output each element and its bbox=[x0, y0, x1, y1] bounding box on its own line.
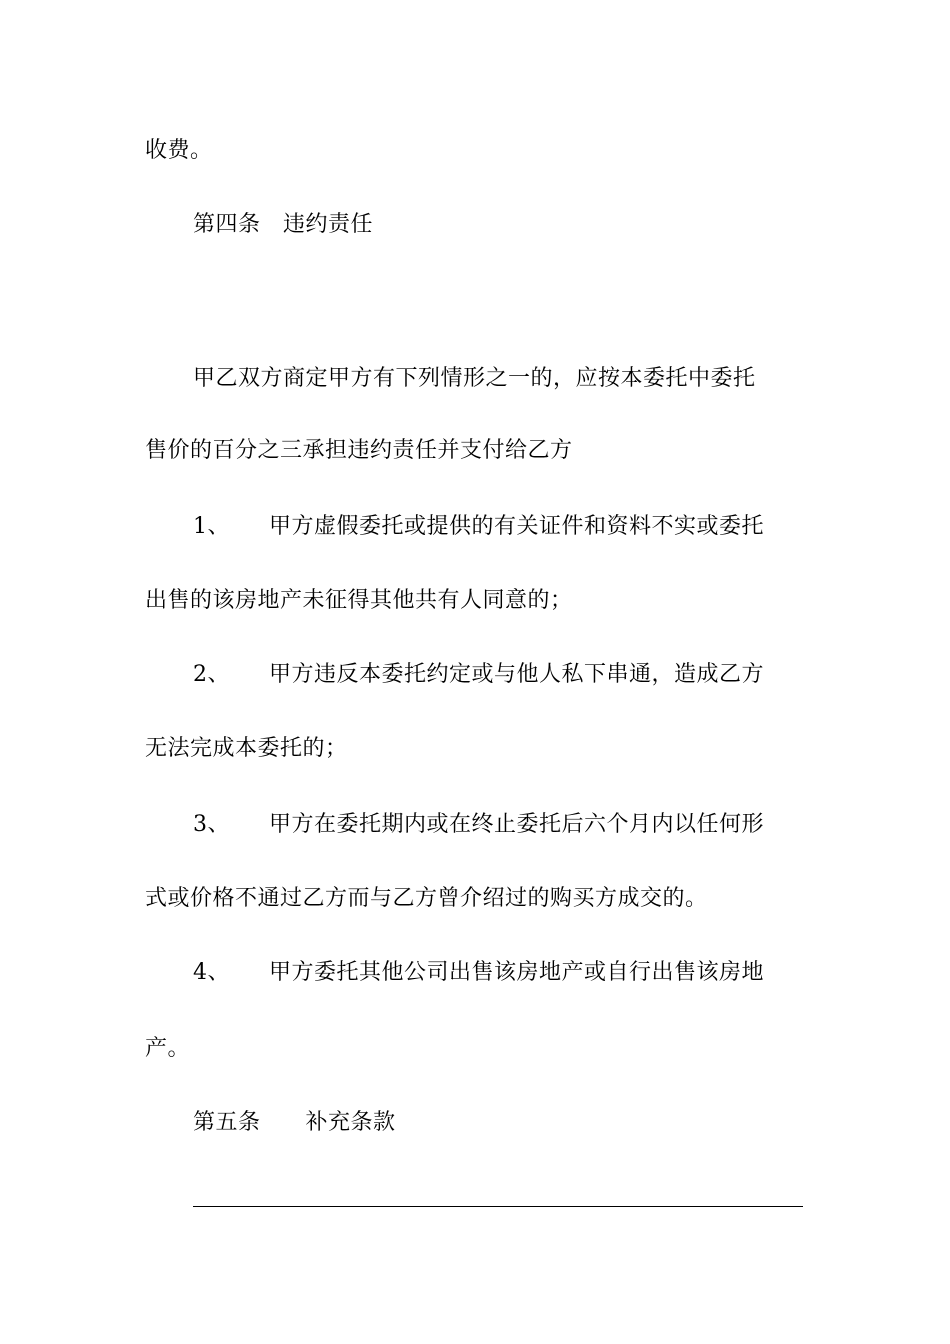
paragraph-line: 收费。 bbox=[145, 138, 213, 163]
item-number: 4、 bbox=[193, 960, 230, 985]
item-number: 2、 bbox=[193, 662, 230, 687]
paragraph-line: 售价的百分之三承担违约责任并支付给乙方 bbox=[145, 438, 573, 463]
paragraph-line: 无法完成本委托的； bbox=[145, 736, 348, 761]
item-number: 1、 bbox=[193, 514, 230, 539]
list-item-2 bbox=[193, 660, 764, 690]
paragraph-line: 式或价格不通过乙方而与乙方曾介绍过的购买方成交的。 bbox=[145, 886, 708, 911]
fill-in-blank-line bbox=[193, 1206, 803, 1207]
item-number: 3、 bbox=[193, 812, 230, 837]
item-text: 甲方违反本委托约定或与他人私下串通，造成乙方 bbox=[269, 662, 765, 687]
list-item-1 bbox=[193, 512, 764, 542]
paragraph-line: 出售的该房地产未征得其他共有人同意的； bbox=[145, 588, 573, 613]
list-item-4 bbox=[193, 958, 764, 988]
paragraph-line: 甲乙双方商定甲方有下列情形之一的，应按本委托中委托 bbox=[193, 366, 756, 391]
item-text: 甲方在委托期内或在终止委托后六个月内以任何形 bbox=[269, 812, 765, 837]
article-4-heading: 第四条 违约责任 bbox=[193, 212, 374, 237]
article-5-heading: 第五条 补充条款 bbox=[193, 1110, 396, 1135]
item-text: 甲方虚假委托或提供的有关证件和资料不实或委托 bbox=[269, 514, 765, 539]
list-item-3 bbox=[193, 810, 764, 840]
paragraph-line: 产。 bbox=[145, 1036, 191, 1061]
item-text: 甲方委托其他公司出售该房地产或自行出售该房地 bbox=[269, 960, 765, 985]
